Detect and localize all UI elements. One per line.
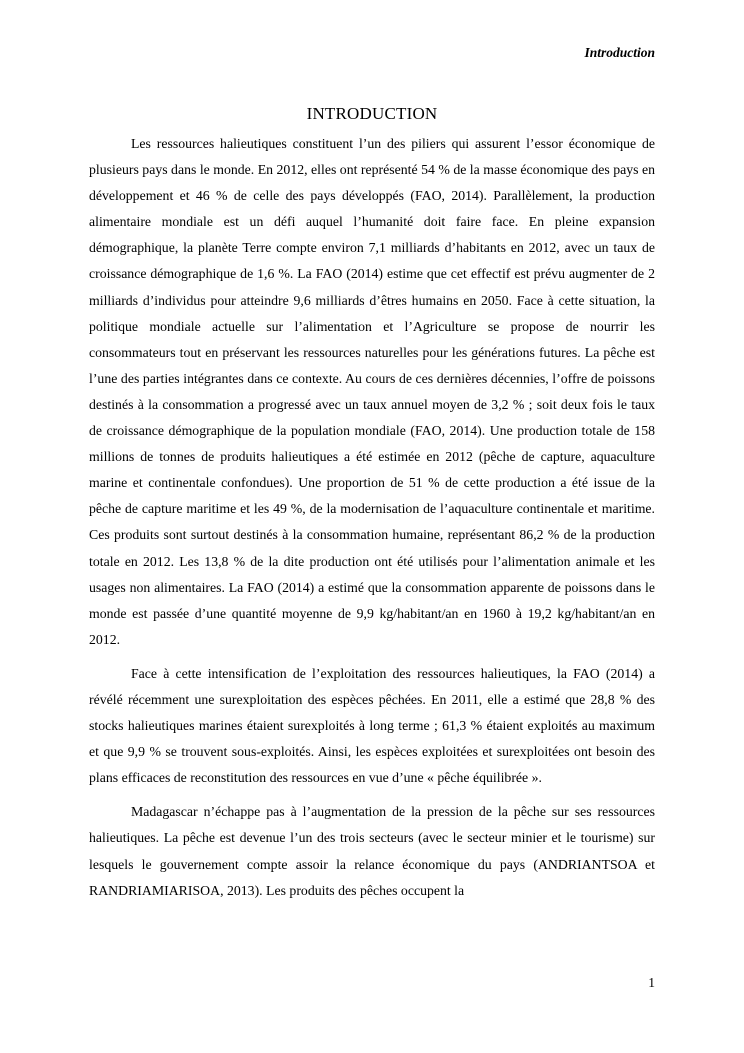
paragraph-2: Face à cette intensification de l’exploitation des ressources halieutiques, la FAO (2014) a révélé récemment une surexploitation des espèces pêchées. En 2011, elle a estimé que 28,8 % des stocks halieutiques marines étaient surexploités à long terme ; 61,3 % étaient exploités au maximum et que 9,9 % se trouvent sous-exploités. Ainsi, les espèces exploitées et surexploitées ont besoin des plans efficaces de reconstitution des ressources en vue d’une « pêche équilibrée ». [89, 665, 655, 786]
page-number: 1 [648, 975, 655, 990]
chapter-title: INTRODUCTION [306, 104, 438, 123]
body-text [89, 131, 655, 912]
paragraph-3: Madagascar n’échappe pas à l’augmentation de la pression de la pêche sur ses ressources halieutiques. La pêche est devenue l’un des trois secteurs (avec le secteur minier et le tourisme) sur lesquels le gouvernement compte assoir la relance économique du pays (ANDRIANTSOA et RANDRIAMIARISOA, 2013). Les produits des pêches occupent la [89, 804, 655, 898]
paragraph-1: Les ressources halieutiques constituent l’un des piliers qui assurent l’essor économique de plusieurs pays dans le monde. En 2012, elles ont représenté 54 % de la masse économique des pays en développement et 46 % de celle des pays développés (FAO, 2014). Parallèlement, la production alimentaire mondiale est un défi auquel l’humanité doit faire face. En pleine expansion démographique, la planète Terre compte environ 7,1 milliards d’habitants en 2012, avec un taux de croissance démographique de 1,6 %. La FAO (2014) estime que cet effectif est prévu augmenter de 2 milliards d’individus pour atteindre 9,6 milliards d’êtres humains en 2050. Face à cette situation, la politique mondiale actuelle sur l’alimentation et l’Agriculture se propose de nourrir les consommateurs tout en préservant les ressources naturelles pour les générations futures. La pêche est l’une des parties intégrantes dans ce contexte. Au cours de ces dernières décennies, l’offre de poissons destinés à la consommation a progressé avec un taux annuel moyen de 3,2 % ; soit deux fois le taux de croissance démographique de la population mondiale (FAO, 2014). Une production totale de 158 millions de tonnes de produits halieutiques a été estimée en 2012 (pêche de capture, aquaculture marine et continentale confondues). Une proportion de 51 % de cette production a été issue de la pêche de capture maritime et les 49 %, de la modernisation de l’aquaculture continentale et maritime. Ces produits sont surtout destinés à la consommation humaine, représentant 86,2 % de la production totale en 2012. Les 13,8 % de la dite production ont été utilisés pour l’alimentation animale et les usages non alimentaires. La FAO (2014) a estimé que la consommation apparente de poissons dans le monde est passée d’une quantité moyenne de 9,9 kg/habitant/an en 1960 à 19,2 kg/habitant/an en 2012. [89, 136, 655, 647]
running-header: Introduction [584, 45, 655, 60]
